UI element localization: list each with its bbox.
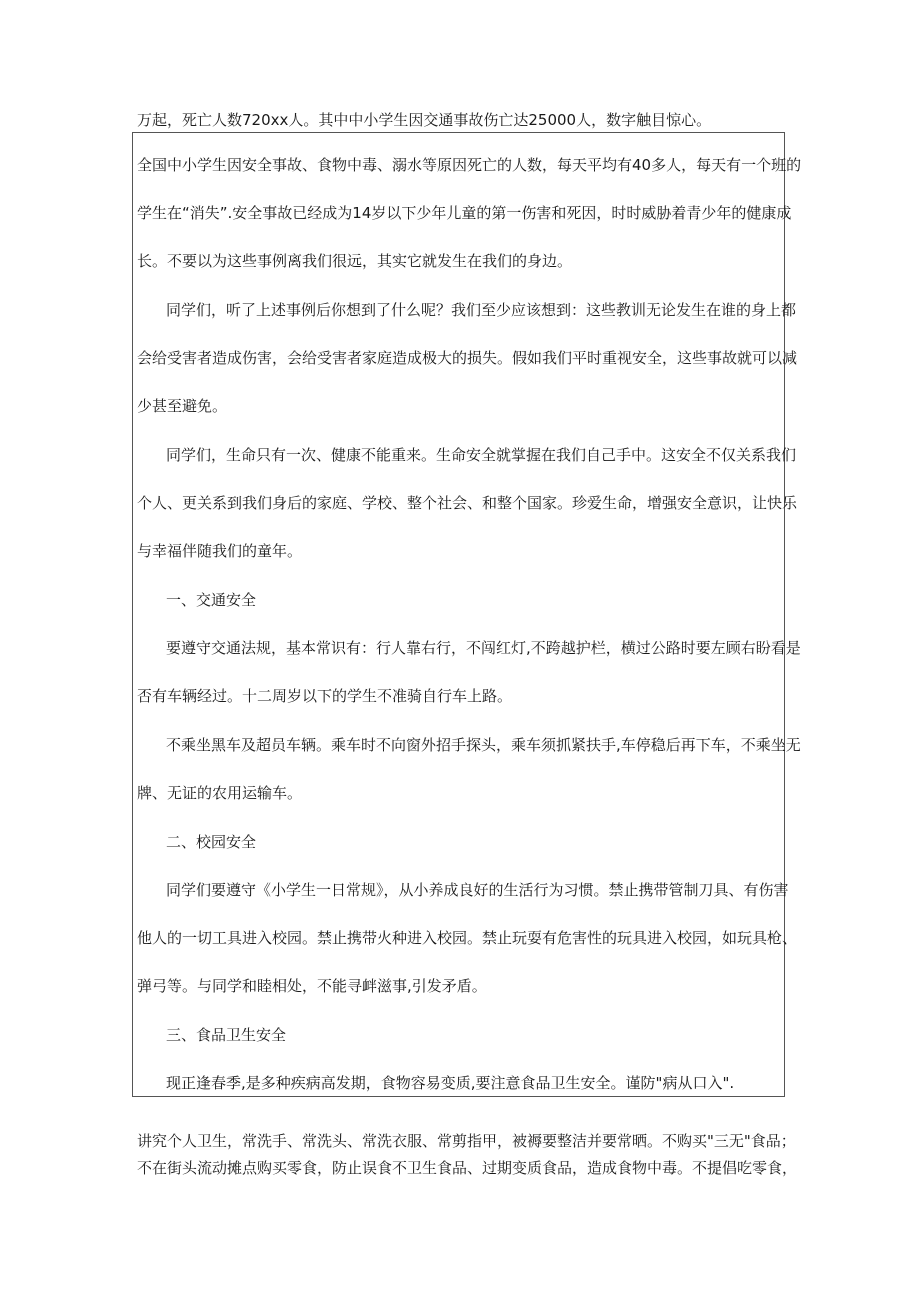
paragraph-6-line-2: 他人的一切工具进入校园。禁止携带火种进入校园。禁止玩耍有危害性的玩具进入校园，如玩具枪、	[137, 929, 798, 947]
section-heading-traffic: 一、交通安全	[166, 591, 257, 609]
paragraph-1-line-3: 长。不要以为这些事例离我们很远，其实它就发生在我们的身边。	[137, 252, 573, 270]
paragraph-5-line-2: 牌、无证的农用运输车。	[137, 784, 303, 802]
paragraph-6-line-1: 同学们要遵守《小学生一日常规》，从小养成良好的生活行为习惯。禁止携带管制刀具、有伤害	[166, 881, 789, 899]
paragraph-4-line-2: 否有车辆经过。十二周岁以下的学生不准骑自行车上路。	[137, 687, 513, 705]
paragraph-5-line-1: 不乘坐黑车及超员车辆。乘车时不向窗外招手探头，乘车须抓紧扶手,车停稳后再下车，不乘坐无	[166, 736, 801, 754]
paragraph-2-line-1: 同学们，听了上述事例后你想到了什么呢？我们至少应该想到：这些教训无论发生在谁的身上都	[166, 301, 797, 319]
paragraph-6-line-3: 弹弓等。与同学和睦相处，不能寻衅滋事,引发矛盾。	[137, 977, 487, 995]
after-box-line-1: 讲究个人卫生，常洗手、常洗头、常洗衣服、常剪指甲，被褥要整洁并要常晒。不购买"三无"食品；	[137, 1132, 796, 1150]
paragraph-4-line-1: 要遵守交通法规，基本常识有：行人靠右行，不闯红灯,不跨越护栏，横过公路时要左顾右盼看是	[166, 639, 801, 657]
paragraph-1-line-1: 全国中小学生因安全事故、食物中毒、溺水等原因死亡的人数，每天平均有40多人，每天有一个班的	[137, 156, 802, 174]
paragraph-2-line-3: 少甚至避免。	[137, 397, 228, 415]
paragraph-3-line-3: 与幸福伴随我们的童年。	[137, 542, 303, 560]
paragraph-1-line-2: 学生在“消失”.安全事故已经成为14岁以下少年儿童的第一伤害和死因，时时威胁着青少年的健康成	[137, 204, 792, 222]
section-heading-food: 三、食品卫生安全	[166, 1026, 287, 1044]
section-heading-campus: 二、校园安全	[166, 833, 257, 851]
after-box-line-2: 不在街头流动摊点购买零食，防止误食不卫生食品、过期变质食品，造成食物中毒。不提倡吃零食，	[137, 1159, 798, 1177]
paragraph-3-line-2: 个人、更关系到我们身后的家庭、学校、整个社会、和整个国家。珍爱生命，增强安全意识，让快乐	[137, 494, 798, 512]
paragraph-7-line-1: 现正逢春季,是多种疾病高发期，食物容易变质,要注意食品卫生安全。谨防"病从口入".	[166, 1074, 735, 1092]
intro-line: 万起，死亡人数720xx人。其中中小学生因交通事故伤亡达25000人，数字触目惊心。	[137, 111, 712, 129]
paragraph-3-line-1: 同学们，生命只有一次、健康不能重来。生命安全就掌握在我们自己手中。这安全不仅关系我们	[166, 446, 797, 464]
bordered-text-frame	[132, 132, 802, 1097]
paragraph-2-line-2: 会给受害者造成伤害，会给受害者家庭造成极大的损失。假如我们平时重视安全，这些事故就可以减	[137, 349, 798, 367]
